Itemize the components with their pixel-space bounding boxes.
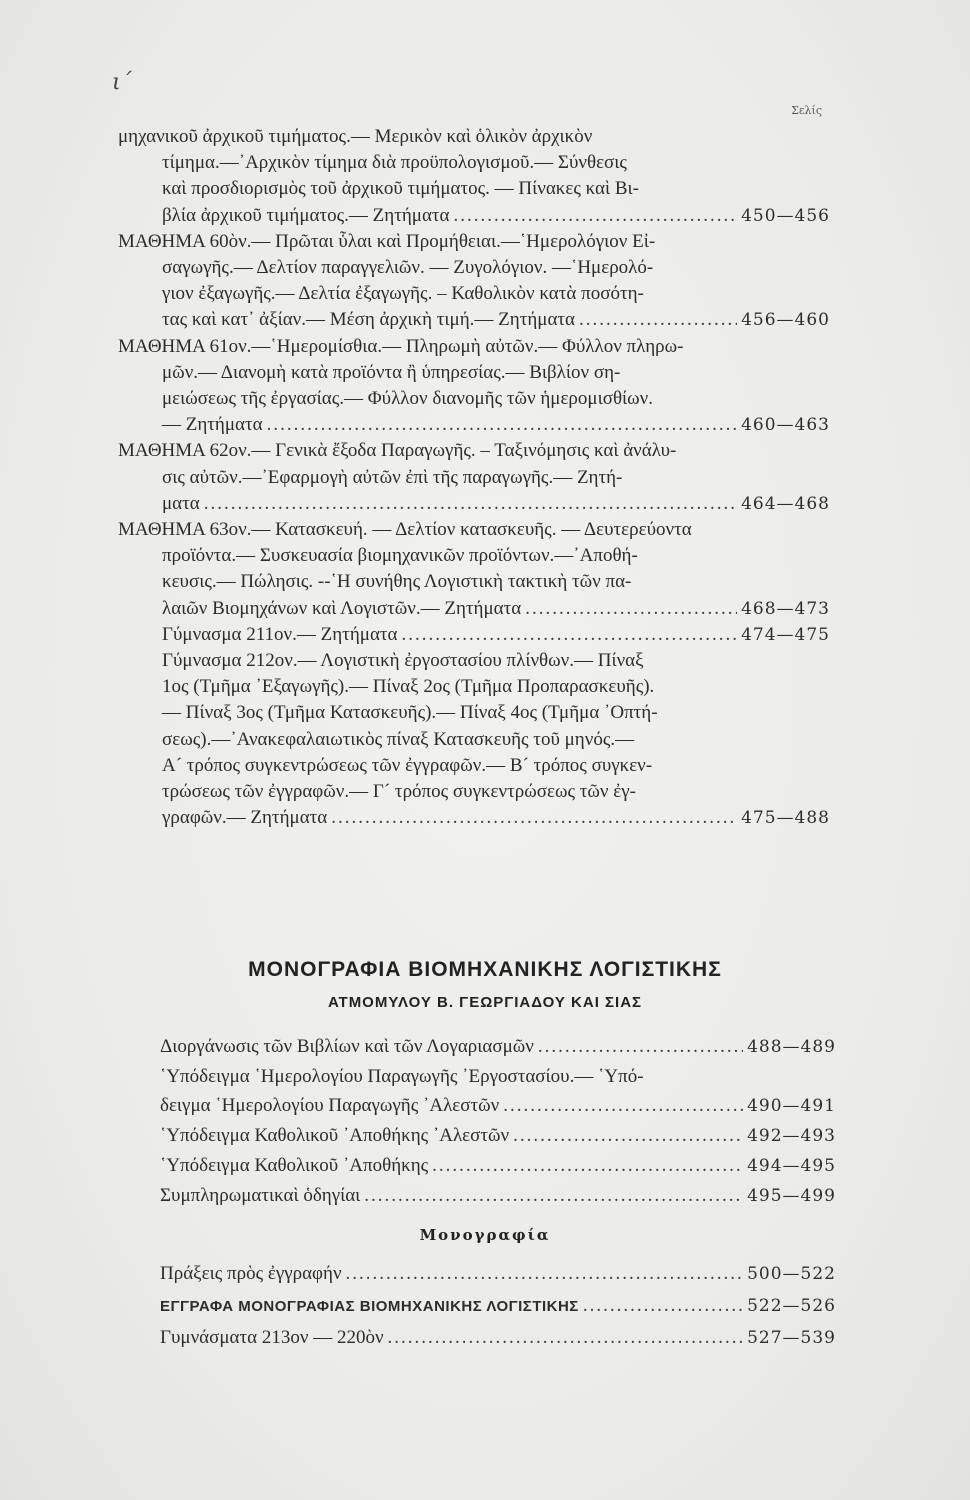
page-range: 490—491 [747, 1096, 836, 1116]
toc-line: ΜΑΘΗΜΑ 63ον.— Κατασκευή. — Δελτίον κατασκευῆς. — Δευτερεύοντα [118, 519, 692, 541]
table-of-contents [118, 124, 830, 831]
dot-leader [402, 622, 738, 648]
toc-leader-line [118, 596, 830, 622]
toc-line: δειγμα ῾Ημερολογίου Παραγωγῆς ᾿Αλεστῶν [160, 1095, 500, 1116]
toc-line: Διοργάνωσις τῶν Βιβλίων καὶ τῶν Λογαριασμῶν [160, 1036, 534, 1057]
monograph-subheading: Μονογραφία [419, 1226, 551, 1244]
toc-leader-line [160, 1181, 836, 1211]
toc-line: τίμημα.—᾿Αρχικὸν τίμημα διὰ προϋπολογισμοῦ.— Σύνθεσις [162, 152, 627, 174]
toc-line: σις αὐτῶν.—᾿Εφαρμογὴ αὐτῶν ἐπὶ τῆς παραγωγῆς.— Ζητή- [162, 466, 623, 488]
toc-entry [118, 648, 830, 831]
toc-line: μειώσεως τῆς ἐργασίας.— Φύλλον διανομῆς τῶν ἡμερομισθίων. [162, 388, 654, 410]
toc-line: ματα [162, 492, 200, 514]
page-range: 522—526 [747, 1296, 836, 1316]
dot-leader [525, 596, 737, 622]
dot-leader [432, 1151, 743, 1180]
monograph-contents [160, 1032, 836, 1211]
dot-leader [364, 1181, 743, 1210]
toc-entry [118, 517, 830, 622]
toc-line: ΕΓΓΡΑΦΑ ΜΟΝΟΓΡΑΦΙΑΣ ΒΙΟΜΗΧΑΝΙΚΗΣ ΛΟΓΙΣΤΙΚΗΣ [160, 1298, 579, 1315]
page-range: 492—493 [747, 1126, 836, 1146]
page-number-mark: ι´ [112, 70, 132, 95]
toc-line: μηχανικοῦ ἀρχικοῦ τιμήματος.— Μερικὸν καὶ ὁλικὸν ἀρχικὸν [118, 126, 593, 147]
page-range: 488—489 [747, 1037, 836, 1057]
section-title: ΜΟΝΟΓΡΑΦΙΑ ΒΙΟΜΗΧΑΝΙΚΗΣ ΛΟΓΙΣΤΙΚΗΣ [248, 958, 722, 981]
dot-leader [454, 203, 738, 229]
section-subtitle: ΑΤΜΟΜΥΛΟΥ Β. ΓΕΩΡΓΙΑΔΟΥ ΚΑΙ ΣΙΑΣ [327, 994, 643, 1011]
toc-line: Γυμνάσματα 213ον — 220ὸν [160, 1327, 384, 1348]
toc-leader-line [118, 412, 830, 438]
dot-leader [388, 1322, 744, 1353]
toc-entry [118, 334, 830, 439]
toc-leader-line [160, 1091, 836, 1121]
page-range: 468—473 [741, 598, 830, 619]
page-range: 495—499 [747, 1186, 836, 1206]
toc-leader-line [118, 203, 830, 229]
toc-line: ῾Υπόδειγμα Καθολικοῦ ᾿Αποθήκης [160, 1155, 429, 1176]
toc-line: σαγωγῆς.— Δελτίον παραγγελιῶν. — Ζυγολόγιον. —῾Ημερολό- [162, 257, 654, 279]
toc-leader-line [118, 622, 830, 648]
toc-line: βλία ἀρχικοῦ τιμήματος.— Ζητήματα [162, 204, 450, 226]
toc-line: τρώσεως τῶν ἐγγραφῶν.— Γ´ τρόπος συγκεντρώσεως τῶν ἐγ- [162, 781, 636, 803]
dot-leader [583, 1290, 743, 1321]
toc-line: τας καὶ κατ᾿ ἀξίαν.— Μέση ἀρχικὴ τιμή.— Ζητήματα [162, 309, 575, 331]
dot-leader [346, 1258, 744, 1289]
toc-line: γραφῶν.— Ζητήματα [162, 807, 328, 829]
page-range: 464—468 [741, 493, 830, 514]
toc-leader-line [118, 491, 830, 517]
toc-line: — Πίναξ 3ος (Τμῆμα Κατασκευῆς).— Πίναξ 4ος (Τμῆμα ᾿Οπτή- [162, 702, 658, 724]
toc-line: μῶν.— Διανομὴ κατὰ προϊόντα ἢ ὑπηρεσίας.— Βιβλίον ση- [162, 361, 621, 383]
toc-line: Συμπληρωματικαὶ ὁδηγίαι [160, 1185, 361, 1206]
toc-leader-line [160, 1151, 836, 1181]
toc-line: ΜΑΘΗΜΑ 62ον.— Γενικὰ ἔξοδα Παραγωγῆς. – Ταξινόμησις καὶ ἀνάλυ- [118, 440, 677, 462]
toc-line: προϊόντα.— Συσκευασία βιομηχανικῶν προϊόντων.—᾿Αποθή- [162, 545, 638, 567]
dot-leader [503, 1091, 743, 1120]
toc-leader-line [160, 1258, 836, 1290]
toc-line: ΜΑΘΗΜΑ 60ὸν.— Πρῶται ὗλαι καὶ Προμήθειαι.—῾Ημερολόγιον Εἰ- [118, 230, 656, 252]
toc-line: Πράξεις πρὸς ἐγγραφήν [160, 1263, 342, 1284]
column-heading-page: Σελίς [791, 104, 822, 117]
toc-entry [118, 622, 830, 648]
toc-line: — Ζητήματα [162, 414, 263, 436]
dot-leader [267, 412, 737, 438]
toc-line: ΜΑΘΗΜΑ 61ον.—῾Ημερομίσθια.— Πληρωμὴ αὐτῶν.— Φύλλον πληρω- [118, 335, 684, 357]
toc-entry [118, 229, 830, 334]
toc-line: καὶ προσδιορισμὸς τοῦ ἀρχικοῦ τιμήματος. — Πίνακες καὶ Βι- [162, 178, 639, 200]
dot-leader [538, 1032, 743, 1061]
page-range: 456—460 [741, 310, 830, 331]
dot-leader [513, 1121, 743, 1150]
toc-line: κευσις.— Πώλησις. --῾Η συνήθης Λογιστικὴ τακτικὴ τῶν πα- [162, 571, 632, 593]
toc-line: ῾Υπόδειγμα ῾Ημερολογίου Παραγωγῆς ᾿Εργοστασίου.— ῾Υπό- [160, 1066, 644, 1087]
page-range: 474—475 [741, 624, 830, 645]
page-range: 494—495 [747, 1156, 836, 1176]
page-range: 500—522 [747, 1264, 836, 1284]
toc-leader-line [160, 1290, 836, 1322]
toc-line: Γύμνασμα 211ον.— Ζητήματα [162, 623, 398, 645]
toc-leader-line [160, 1032, 836, 1062]
toc-line: λαιῶν Βιομηχάνων καὶ Λογιστῶν.— Ζητήματα [162, 597, 522, 619]
page-range: 450—456 [741, 205, 830, 226]
monograph-entries [160, 1258, 836, 1354]
dot-leader [204, 491, 737, 517]
toc-line: σεως).—᾿Ανακεφαλαιωτικὸς πίναξ Κατασκευῆς τοῦ μηνός.— [162, 728, 635, 750]
toc-line: γιον ἐξαγωγῆς.— Δελτία ἐξαγωγῆς. – Καθολικὸν κατὰ ποσότη- [162, 283, 644, 305]
toc-line: Γύμνασμα 212ον.— Λογιστικὴ ἐργοστασίου πλίνθων.— Πίναξ [162, 650, 644, 672]
toc-leader-line [160, 1322, 836, 1354]
toc-entry [118, 124, 830, 229]
page-range: 460—463 [741, 415, 830, 436]
dot-leader [331, 805, 737, 831]
dot-leader [579, 307, 737, 333]
toc-entry [118, 438, 830, 517]
toc-line: 1ος (Τμῆμα ᾿Εξαγωγῆς).— Πίναξ 2ος (Τμῆμα Προπαρασκευῆς). [162, 676, 655, 698]
page-range: 527—539 [747, 1328, 836, 1348]
toc-leader-line [118, 805, 830, 831]
toc-line: Α´ τρόπος συγκεντρώσεως τῶν ἐγγραφῶν.— Β´ τρόπος συγκεν- [162, 754, 653, 776]
toc-leader-line [118, 307, 830, 333]
toc-leader-line [160, 1121, 836, 1151]
page-range: 475—488 [741, 808, 830, 829]
toc-line: ῾Υπόδειγμα Καθολικοῦ ᾿Αποθήκης ᾿Αλεστῶν [160, 1125, 510, 1146]
